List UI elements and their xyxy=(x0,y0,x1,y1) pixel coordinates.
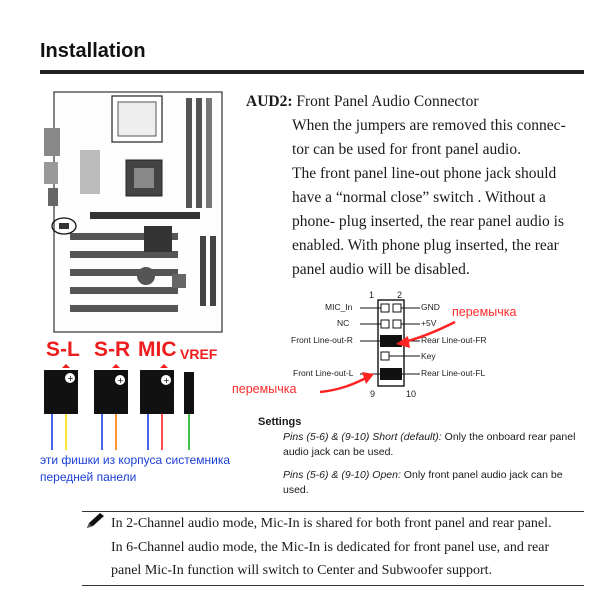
settings-heading: Settings xyxy=(258,416,302,428)
note-top-rule xyxy=(82,511,584,512)
pin-number-9: 9 xyxy=(370,389,376,399)
aud2-line: enabled. With phone plug inserted, the rear xyxy=(292,237,559,254)
pin-label-5v: +5V xyxy=(421,318,437,328)
connector-label-sl: S-L xyxy=(46,338,80,361)
pin-number-2: 2 xyxy=(397,290,403,300)
svg-text:+: + xyxy=(67,374,74,383)
settings-text-1: Only the onboard rear panel audio jack can be used. xyxy=(283,431,576,458)
arrow-bottom-line xyxy=(320,378,366,392)
aud2-line: phone- plug inserted, the rear panel audio is xyxy=(292,213,565,230)
connector-label-sr: S-R xyxy=(94,338,131,361)
aud2-subheading: Front Panel Audio Connector xyxy=(296,93,479,110)
pin-number-10: 10 xyxy=(406,389,417,399)
note-bottom-rule xyxy=(82,585,584,586)
aud2-line: The front panel line-out phone jack should xyxy=(292,165,557,182)
plug-vref xyxy=(184,372,194,414)
jumper-arrows xyxy=(300,318,480,400)
aud2-label: AUD2: xyxy=(246,93,293,110)
connector-label-mic: MIC xyxy=(138,338,177,361)
caption-line-2: передней панели xyxy=(40,470,137,484)
note-line-3: panel Mic-In function will switch to Center and Subwoofer support. xyxy=(111,563,493,578)
pin-label-front-line-out-r: Front Line-out-R xyxy=(291,335,353,345)
title-rule xyxy=(40,70,584,74)
pin-label-rear-line-out-fl: Rear Line-out-FL xyxy=(421,368,486,378)
pin-label-mic-in: MIC_In xyxy=(325,302,353,312)
settings-pins-1: Pins (5-6) & (9-10) Short (default): xyxy=(283,431,442,443)
svg-text:+: + xyxy=(117,376,124,385)
pin-number-1: 1 xyxy=(369,290,375,300)
connector-plugs xyxy=(40,360,210,450)
aud2-line: When the jumpers are removed this connec- xyxy=(292,117,566,134)
settings-text-2: Only front panel audio jack can be used. xyxy=(283,469,563,496)
pin-label-front-line-out-l: Front Line-out-L xyxy=(293,368,354,378)
note-line-1: In 2-Channel audio mode, Mic-In is shared for both front panel and rear panel. xyxy=(111,516,552,531)
settings-pins-2: Pins (5-6) & (9-10) Open: xyxy=(283,469,401,481)
settings-paragraph-2 xyxy=(283,468,583,498)
aud2-heading xyxy=(246,93,479,111)
jumper-annotation-bottom: перемычка xyxy=(232,382,297,396)
motherboard-illustration xyxy=(40,88,236,338)
svg-text:+: + xyxy=(163,376,170,385)
arrow-top-line xyxy=(404,322,455,342)
aud2-line: panel audio will be disabled. xyxy=(292,261,470,278)
page-title: Installation xyxy=(40,40,146,62)
jumper-annotation-top: перемычка xyxy=(452,305,517,319)
aud2-line: have a “normal close” switch . Without a xyxy=(292,189,546,206)
aud2-line: tor can be used for front panel audio. xyxy=(292,141,521,158)
connector-label-vref: VREF xyxy=(180,346,218,362)
pen-icon xyxy=(84,512,106,530)
caption-line-1: эти фишки из корпуса системника xyxy=(40,453,231,467)
arrow-top-head xyxy=(396,336,410,348)
pin-label-rear-line-out-fr: Rear Line-out-FR xyxy=(421,335,487,345)
pin-label-nc: NC xyxy=(337,318,350,328)
settings-paragraph-1 xyxy=(283,430,583,460)
pin-label-gnd: GND xyxy=(421,302,440,312)
note-line-2: In 6-Channel audio mode, the Mic-In is dedicated for front panel use, and rear xyxy=(111,540,550,555)
pin-label-key: Key xyxy=(421,351,436,361)
